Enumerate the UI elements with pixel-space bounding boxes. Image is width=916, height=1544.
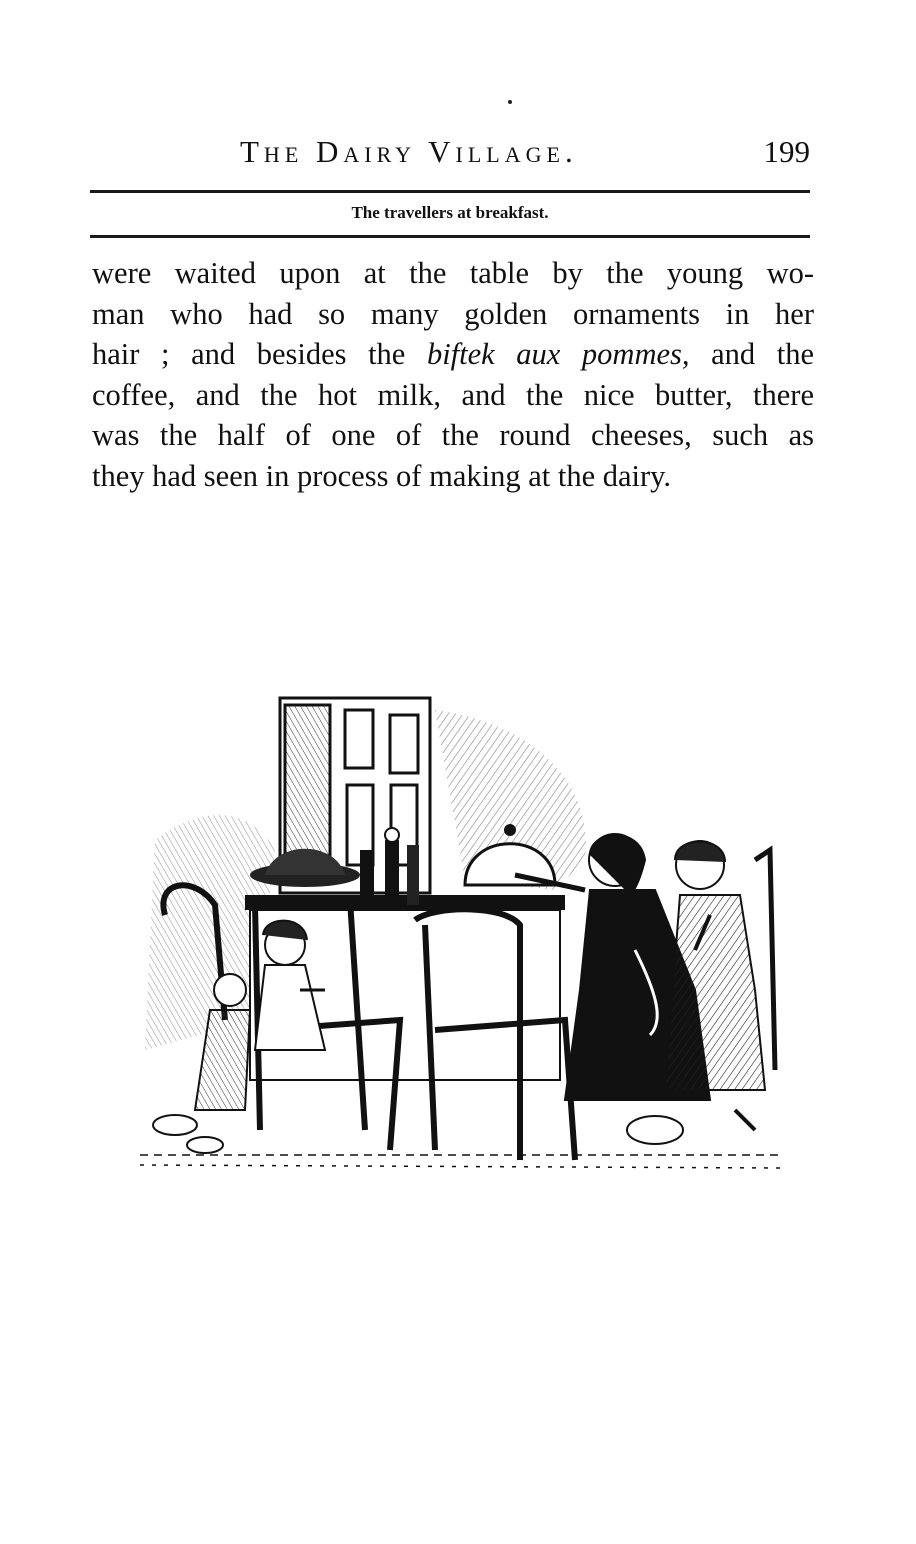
running-head — [90, 134, 810, 178]
breakfast-illustration — [135, 690, 785, 1180]
text-segment: and the — [711, 337, 814, 371]
text-segment: hair ; and besides the — [92, 337, 406, 371]
running-title: The Dairy Village. — [240, 134, 578, 169]
text-line: were waited upon at the table by the young wo- — [92, 256, 814, 290]
floor-line — [140, 1155, 780, 1168]
stray-dot-mark — [508, 100, 512, 104]
body-paragraph — [92, 253, 814, 496]
italic-phrase: biftek aux pommes, — [426, 337, 690, 371]
header-rule-top — [90, 190, 810, 193]
girl-standing — [665, 841, 775, 1130]
text-line-mixed — [92, 334, 814, 375]
header-rule-bottom — [90, 235, 810, 238]
text-line: was the half of one of the round cheeses, such as — [92, 418, 814, 452]
text-line: coffee, and the hot milk, and the nice butter, there — [92, 377, 814, 412]
text-line: they had seen in process of making at the dairy. — [92, 458, 672, 493]
page-number: 199 — [763, 134, 810, 169]
side-note: The travellers at breakfast. — [351, 203, 549, 222]
text-line: man who had so many golden ornaments in her — [92, 296, 814, 331]
